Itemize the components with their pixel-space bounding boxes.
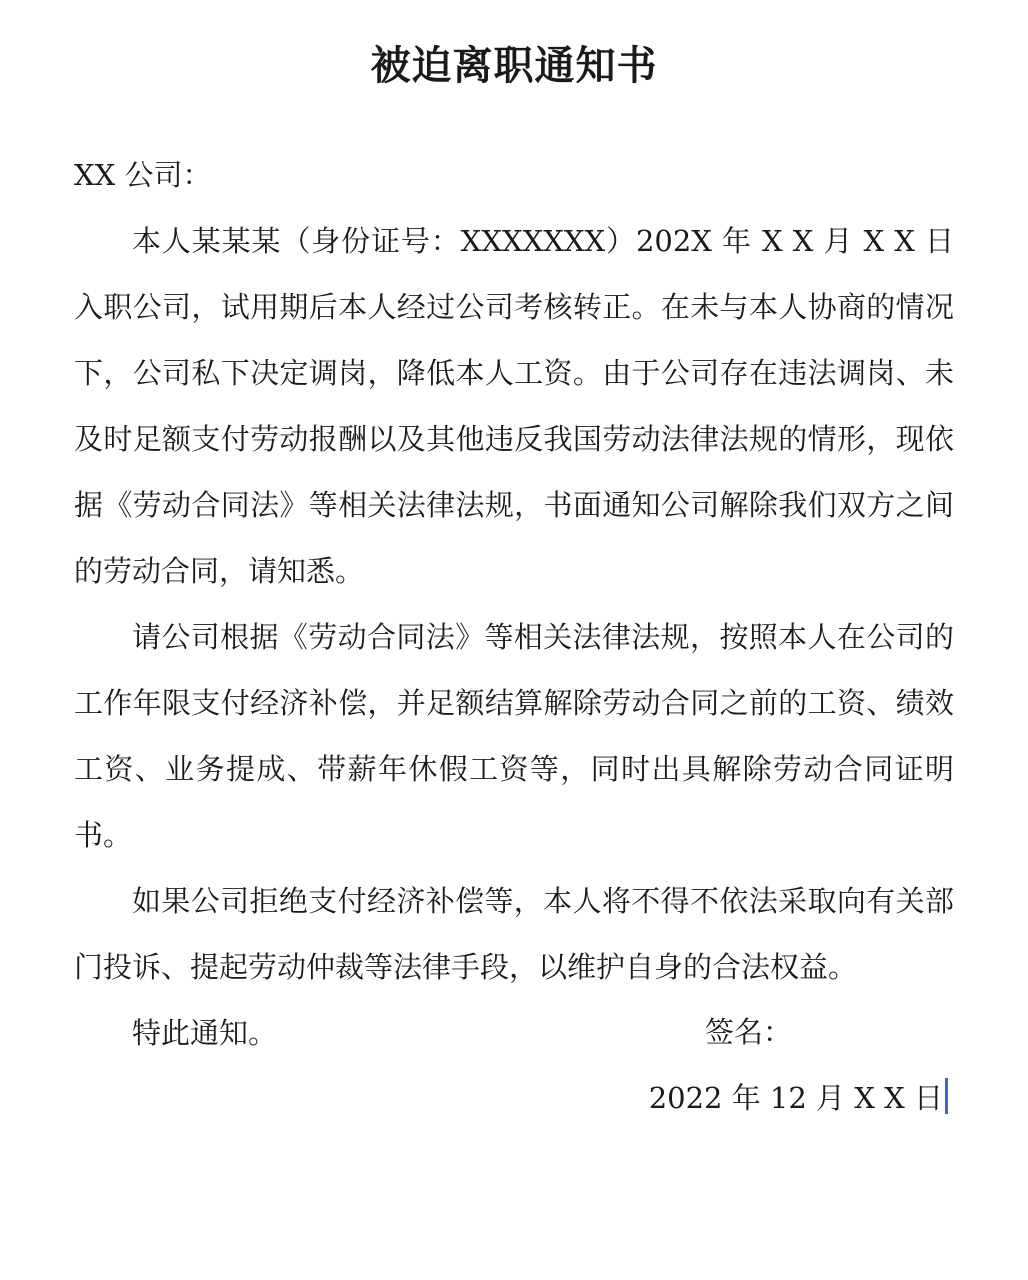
date-text: 2022 年 12 月 X X 日 — [648, 1081, 943, 1115]
paragraph-compensation-request: 请公司根据《劳动合同法》等相关法律法规，按照本人在公司的工作年限支付经济补偿，并足额结算解除劳动合同之前的工资、绩效工资、业务提成、带薪年休假工资等，同时出具解除劳动合同证明书。 — [74, 620, 954, 852]
salutation: XX 公司： — [74, 158, 212, 192]
paragraph-legal-action: 如果公司拒绝支付经济补偿等，本人将不得不依法采取向有关部门投诉、提起劳动仲裁等法律手段，以维护自身的合法权益。 — [74, 884, 954, 984]
signature-label: 签名： — [704, 1015, 792, 1049]
paragraph-closing: 特此通知。 — [132, 1016, 278, 1050]
document-title: 被迫离职通知书 — [370, 43, 658, 89]
text-cursor — [945, 1078, 948, 1114]
date-line[interactable] — [649, 1068, 948, 1128]
paragraph-resignation-reason: 本人某某某（身份证号：XXXXXXX）202X 年 X X 月 X X 日入职公司，试用期后本人经过公司考核转正。在未与本人协商的情况下，公司私下决定调岗，降低本人工资。由于公司存在违法调岗、未及时足额支付劳动报酬以及其他违反我国劳动法律法规的情形，现依据《劳动合同法》等相关法律法规，书面通知公司解除我们双方之间的劳动合同，请知悉。 — [74, 224, 954, 588]
document-body — [74, 142, 954, 1066]
